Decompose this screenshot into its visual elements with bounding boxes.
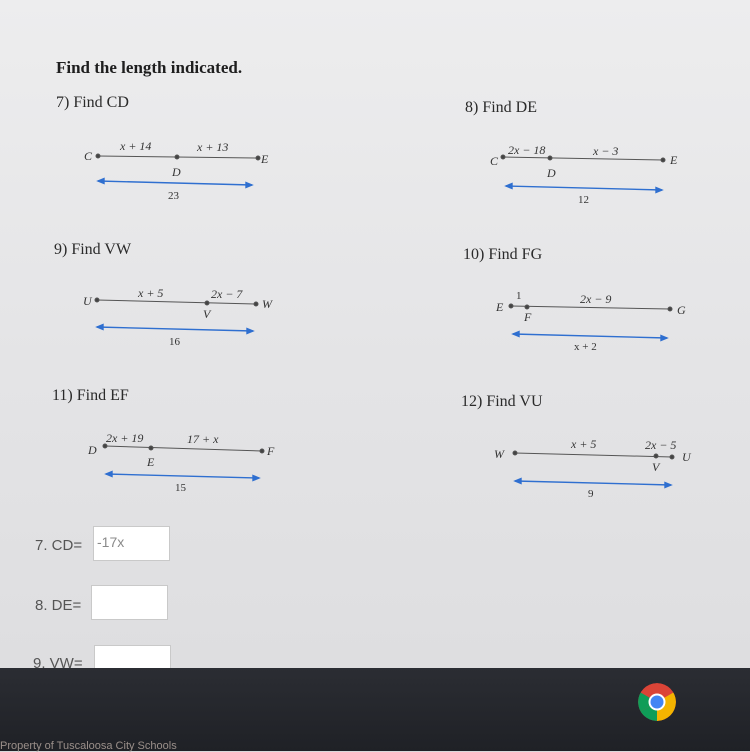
point-8-mid-label: D xyxy=(547,166,556,180)
point-10-right xyxy=(668,307,672,311)
measure-arrow-11 xyxy=(106,474,259,478)
segment-7-left-expr: x + 14 xyxy=(120,139,152,153)
segment-10-left-expr: 1 xyxy=(516,290,522,302)
point-8-right-label: E xyxy=(670,153,678,167)
segment-8-left-expr: 2x − 18 xyxy=(508,143,546,157)
point-11-right xyxy=(260,449,264,453)
point-9-mid xyxy=(205,301,209,305)
problem-8-label: 8) Find DE xyxy=(465,99,537,116)
point-12-mid xyxy=(654,454,658,458)
point-10-left-label: E xyxy=(496,300,504,314)
point-7-right xyxy=(256,156,260,160)
point-12-mid-label: V xyxy=(652,460,660,474)
segment-11-right-expr: 17 + x xyxy=(187,432,219,446)
measure-12-value: 9 xyxy=(588,488,594,500)
problem-10-label: 10) Find FG xyxy=(463,246,543,263)
measure-11-value: 15 xyxy=(175,482,186,494)
measure-9-value: 16 xyxy=(169,336,180,348)
segment-12-left-expr: x + 5 xyxy=(571,437,597,451)
measure-arrow-12 xyxy=(515,481,671,485)
segment-12-right-expr: 2x − 5 xyxy=(645,438,677,452)
measure-arrow-9 xyxy=(97,327,253,331)
point-7-left-label: C xyxy=(84,149,93,163)
segment-9-left-expr: x + 5 xyxy=(138,286,164,300)
segment-line-12 xyxy=(515,453,672,457)
point-8-left xyxy=(501,155,505,159)
answer-de-input[interactable] xyxy=(91,585,168,620)
answer-cd-label: 7. CD= xyxy=(35,537,83,554)
point-9-right-label: W xyxy=(262,297,272,311)
segment-8-right-expr: x − 3 xyxy=(593,144,619,158)
segment-7-right-expr: x + 13 xyxy=(197,140,229,154)
point-11-left-label: D xyxy=(88,443,97,457)
point-9-right xyxy=(254,302,258,306)
problem-7-label: 7) Find CD xyxy=(56,94,129,111)
point-8-mid xyxy=(548,156,552,160)
point-10-mid-label: F xyxy=(524,310,532,324)
point-10-left xyxy=(509,304,513,308)
chrome-icon[interactable] xyxy=(638,683,676,721)
segment-10-right-expr: 2x − 9 xyxy=(580,292,612,306)
point-11-mid-label: E xyxy=(147,455,155,469)
point-12-left-label: W xyxy=(494,447,504,461)
point-7-left xyxy=(96,154,100,158)
problem-11-label: 11) Find EF xyxy=(52,387,129,404)
point-10-mid xyxy=(525,305,529,309)
measure-10-value: x + 2 xyxy=(574,341,597,353)
answer-vw-label: 9. VW= xyxy=(33,655,83,668)
taskbar xyxy=(0,668,750,751)
point-7-right-label: E xyxy=(261,152,269,166)
point-9-mid-label: V xyxy=(203,307,211,321)
problem-12-label: 12) Find VU xyxy=(461,393,543,410)
measure-arrow-7 xyxy=(98,181,252,185)
point-7-mid xyxy=(175,155,179,159)
point-9-left xyxy=(95,298,99,302)
point-12-right xyxy=(670,455,674,459)
worksheet-title: Find the length indicated. xyxy=(56,58,243,77)
point-12-right-label: U xyxy=(682,450,691,464)
point-7-mid-label: D xyxy=(172,165,181,179)
measure-arrow-8 xyxy=(506,186,662,190)
point-11-mid xyxy=(149,446,153,450)
point-10-right-label: G xyxy=(677,303,686,317)
problem-9-label: 9) Find VW xyxy=(54,241,132,258)
measure-arrow-10 xyxy=(513,334,667,338)
point-8-right xyxy=(661,158,665,162)
answer-de-label: 8. DE= xyxy=(35,597,82,614)
measure-8-value: 12 xyxy=(578,194,589,206)
point-8-left-label: C xyxy=(490,154,499,168)
point-12-left xyxy=(513,451,517,455)
answer-vw-input[interactable] xyxy=(94,645,171,668)
point-9-left-label: U xyxy=(83,294,92,308)
footer-text: Property of Tuscaloosa City Schools xyxy=(0,740,177,752)
answer-cd-input[interactable]: -17x xyxy=(93,526,170,561)
segment-11-left-expr: 2x + 19 xyxy=(106,431,144,445)
point-11-right-label: F xyxy=(267,444,275,458)
measure-7-value: 23 xyxy=(168,190,179,202)
segment-9-right-expr: 2x − 7 xyxy=(211,287,243,301)
segment-line-11 xyxy=(105,446,262,451)
